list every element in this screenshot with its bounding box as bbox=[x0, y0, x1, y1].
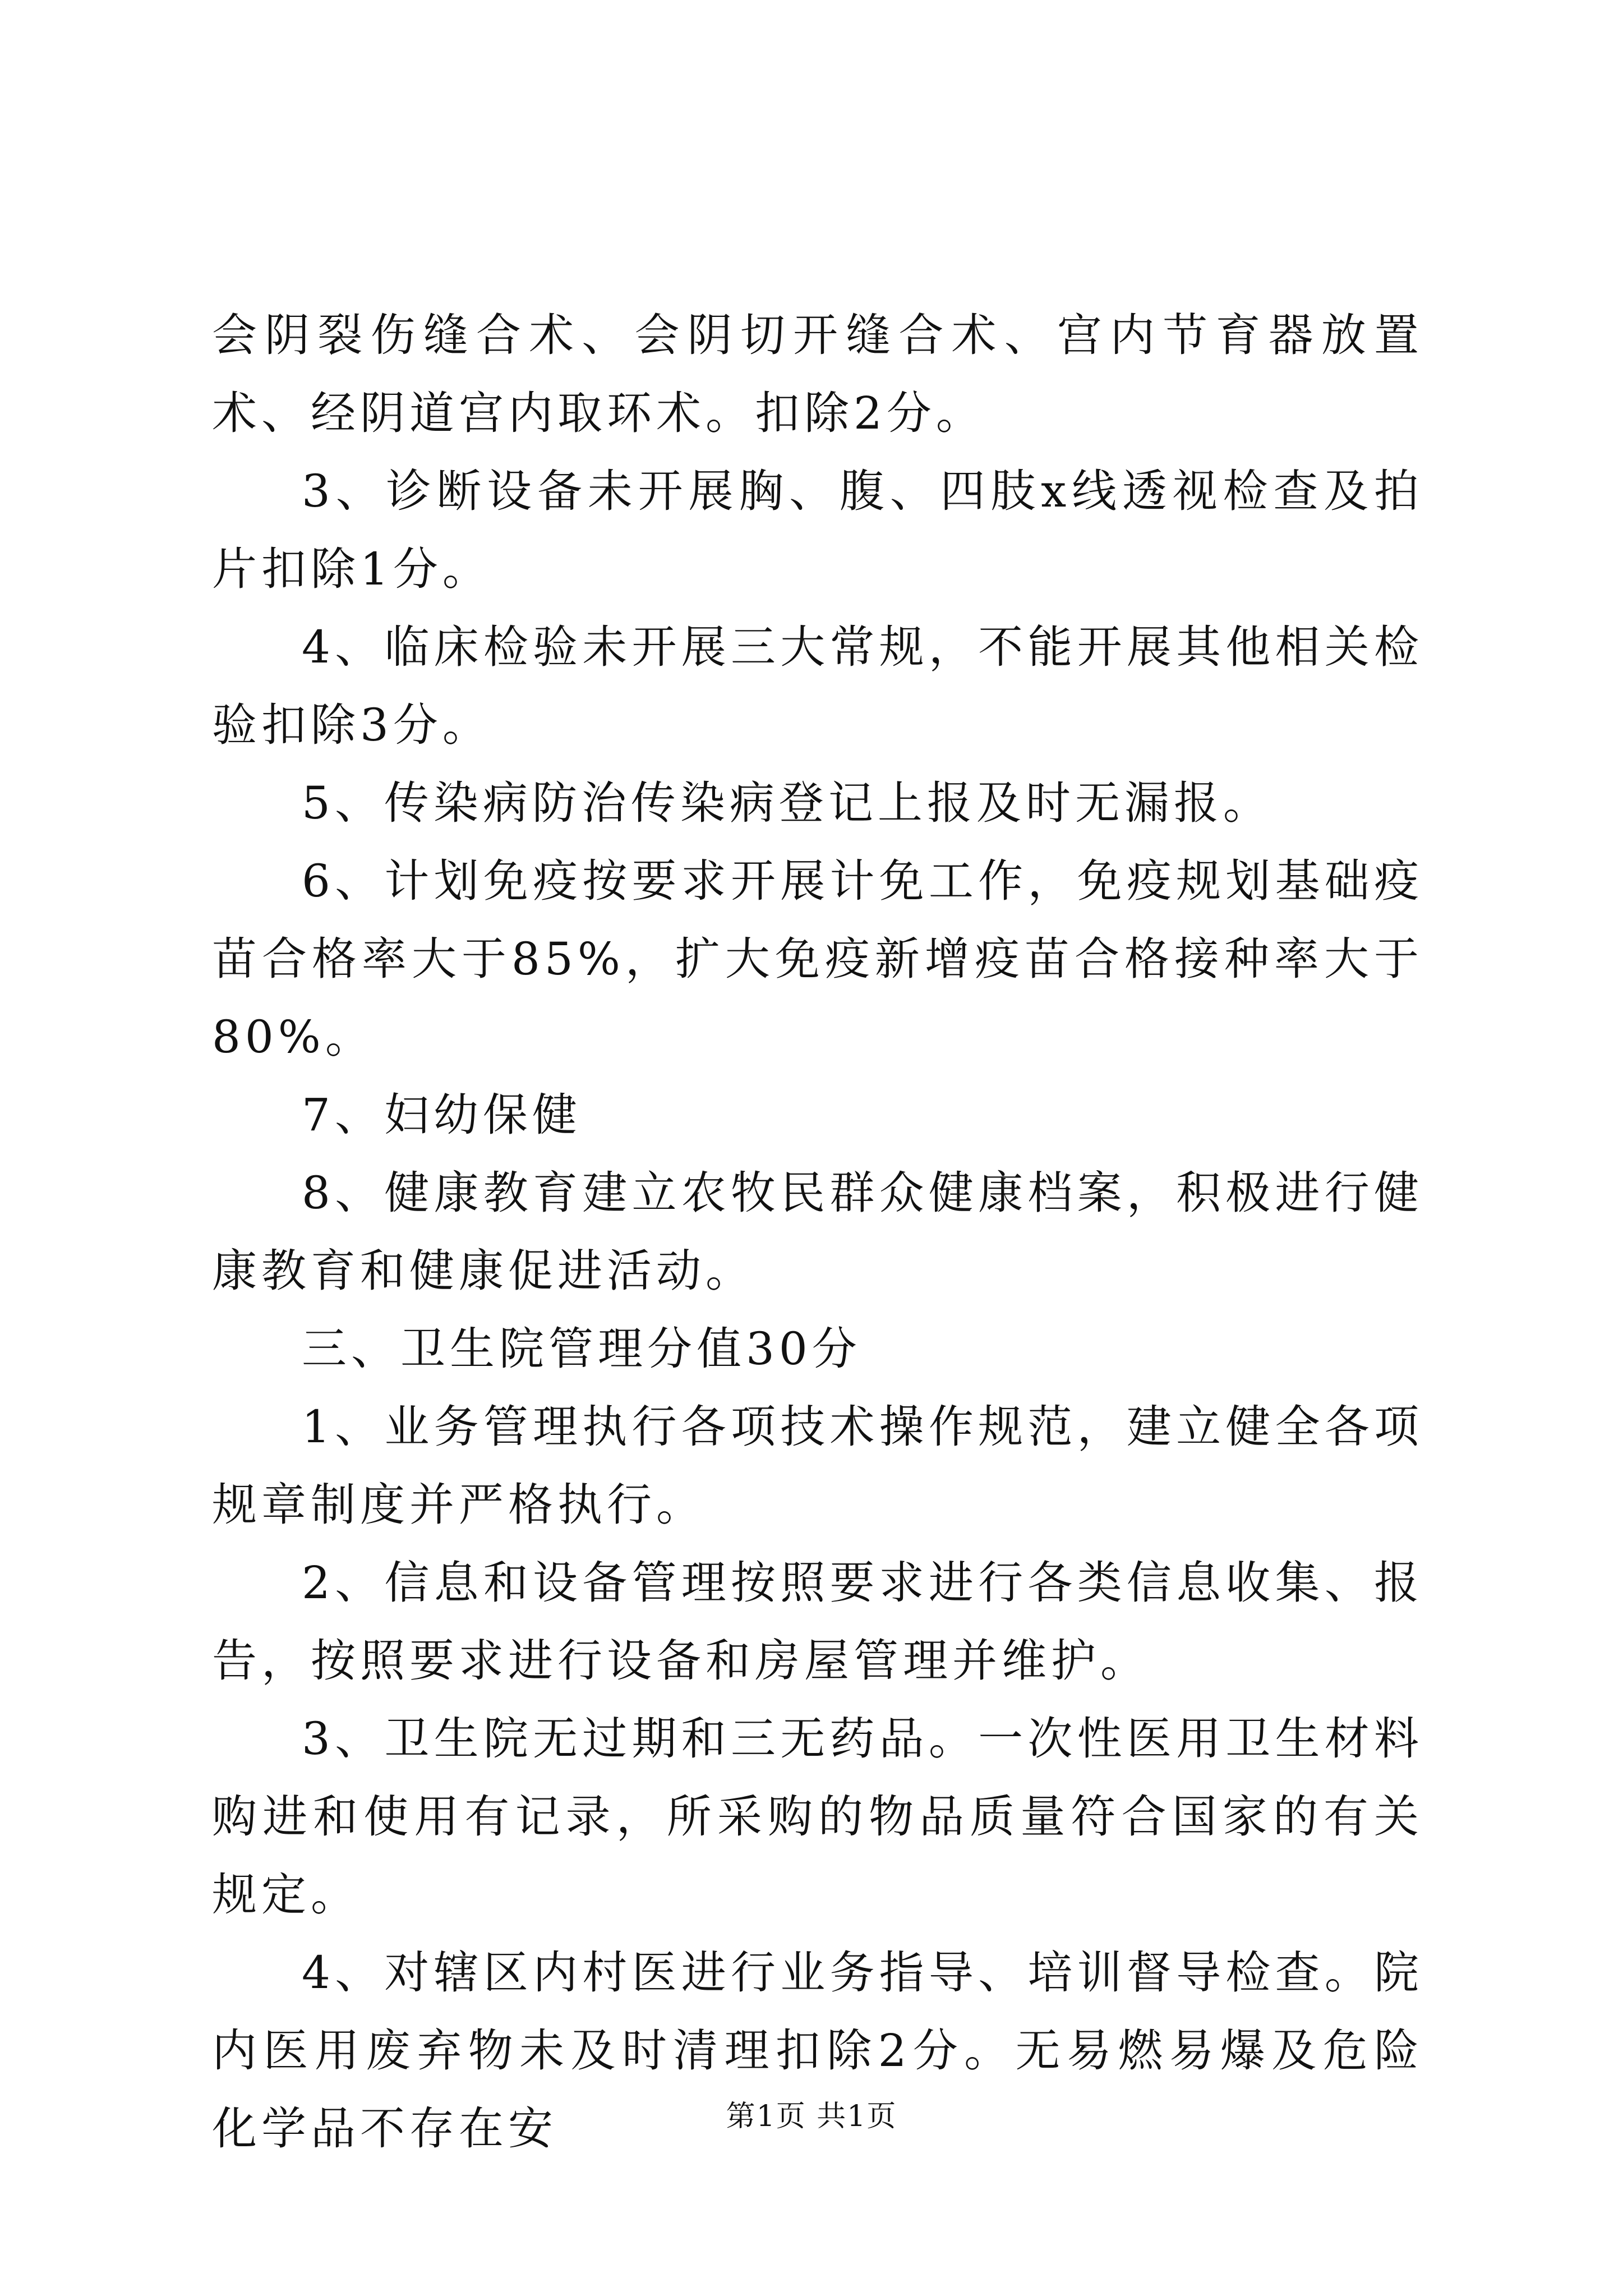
paragraph-mgmt-3: 3、卫生院无过期和三无药品。一次性医用卫生材料购进和使用有记录，所采购的物品质量符合国家的有关规定。 bbox=[212, 1713, 1423, 1921]
paragraph-mgmt-2: 2、信息和设备管理按照要求进行各类信息收集、报告，按照要求进行设备和房屋管理并维护。 bbox=[212, 1557, 1423, 1687]
paragraph-item-7-maternal: 7、妇幼保健 bbox=[302, 1089, 582, 1141]
document-body bbox=[212, 296, 1423, 2168]
paragraph-item-4-lab: 4、临床检验未开展三大常规，不能开展其他相关检验扣除3分。 bbox=[212, 621, 1423, 751]
page-footer: 第1页 共1页 bbox=[726, 2100, 897, 2133]
paragraph-item-3-diagnostic: 3、诊断设备未开展胸、腹、四肢x线透视检查及拍片扣除1分。 bbox=[212, 465, 1423, 595]
paragraph-item-6-immunization: 6、计划免疫按要求开展计免工作，免疫规划基础疫苗合格率大于85%，扩大免疫新增疫苗合格接种率大于80%。 bbox=[212, 855, 1423, 1063]
section-heading-3: 三、卫生院管理分值30分 bbox=[302, 1323, 861, 1375]
paragraph-mgmt-4: 4、对辖区内村医进行业务指导、培训督导检查。院内医用废弃物未及时清理扣除2分。无易燃易爆及危险化学品不存在安 bbox=[212, 1947, 1423, 2155]
paragraph-item-5-infectious: 5、传染病防治传染病登记上报及时无漏报。 bbox=[302, 777, 1272, 829]
paragraph-mgmt-1: 1、业务管理执行各项技术操作规范，建立健全各项规章制度并严格执行。 bbox=[212, 1401, 1423, 1531]
paragraph-continuation: 会阴裂伤缝合术、会阴切开缝合术、宫内节育器放置术、经阴道宫内取环术。扣除2分。 bbox=[212, 309, 1423, 439]
paragraph-item-8-education: 8、健康教育建立农牧民群众健康档案，积极进行健康教育和健康促进活动。 bbox=[212, 1167, 1423, 1297]
